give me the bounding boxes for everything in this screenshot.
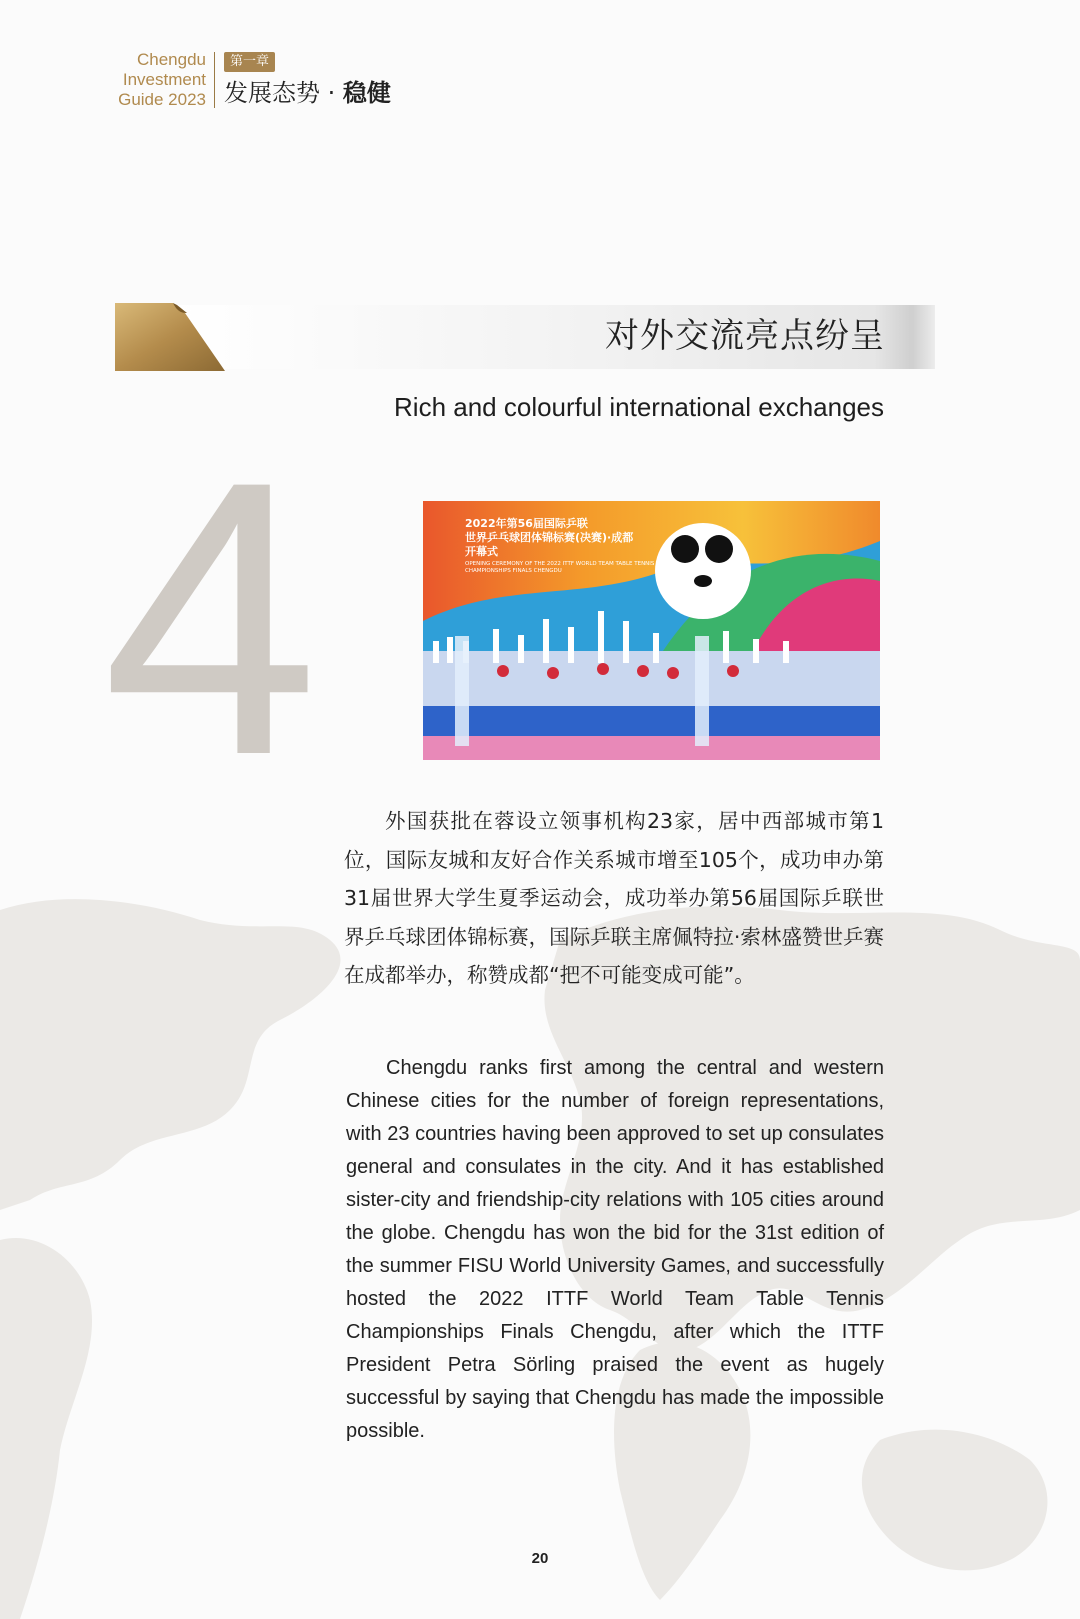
chapter-title [224, 78, 391, 108]
guide-title [100, 50, 206, 110]
section-title-en: Rich and colourful international exchanges [394, 392, 884, 422]
paragraph-cn: 外国获批在蓉设立领事机构23家，居中西部城市第1位，国际友城和友好合作关系城市增至105个，成功申办第31届世界大学生夏季运动会，成功举办第56届国际乒联世界乒乓球团体锦标赛，国际乒联主席佩特拉·索林盛赞世乒赛在成都举办，称赞成都“把不可能变成可能”。 [344, 809, 884, 987]
photo-caption-line-3: 开幕式 [465, 545, 498, 558]
gold-ribbon-icon [115, 303, 230, 373]
paragraph-en: Chengdu ranks first among the central and western Chinese cities for the number of foreign representations, with 23 countries having been approved to set up consulates general and consulates in the city. And it has established sister-city and friendship-city relations with 105 cities around the globe. Chengdu has won the bid for the 31st edition of the summer FISU World University Games, and successfully hosted the 2022 ITTF World Team Table Tennis Championships Finals Chengdu, after which the ITTF President Petra Sörling praised the event as hugely successful by saying that Chengdu has made the impossible possible. [346, 1057, 884, 1442]
chapter-title-part-2: 稳健 [342, 79, 391, 107]
photo-caption-en: OPENING CEREMONY OF THE 2022 ITTF WORLD TEAM TABLE TENNIS CHAMPIONSHIPS FINALS CHENGDU [465, 561, 655, 574]
guide-line-2: Investment [122, 70, 206, 89]
guide-line-1: Chengdu [136, 50, 206, 69]
chapter-title-part-1: 发展态势 · [224, 79, 343, 107]
header-divider [214, 52, 215, 108]
page-number: 20 [531, 1550, 549, 1567]
photo-caption-line-2: 世界乒乓球团体锦标赛(决赛)·成都 [465, 531, 634, 544]
guide-line-3: Guide 2023 [118, 90, 206, 109]
photo-caption-cn [465, 517, 633, 559]
section-number: 4 [102, 400, 319, 836]
chapter-badge: 第一章 [224, 52, 275, 72]
photo-caption-line-1: 2022年第56届国际乒联 [465, 517, 588, 530]
ceremony-photo [423, 501, 880, 760]
section-banner [115, 303, 935, 371]
section-title-cn: 对外交流亮点纷呈 [605, 316, 885, 356]
